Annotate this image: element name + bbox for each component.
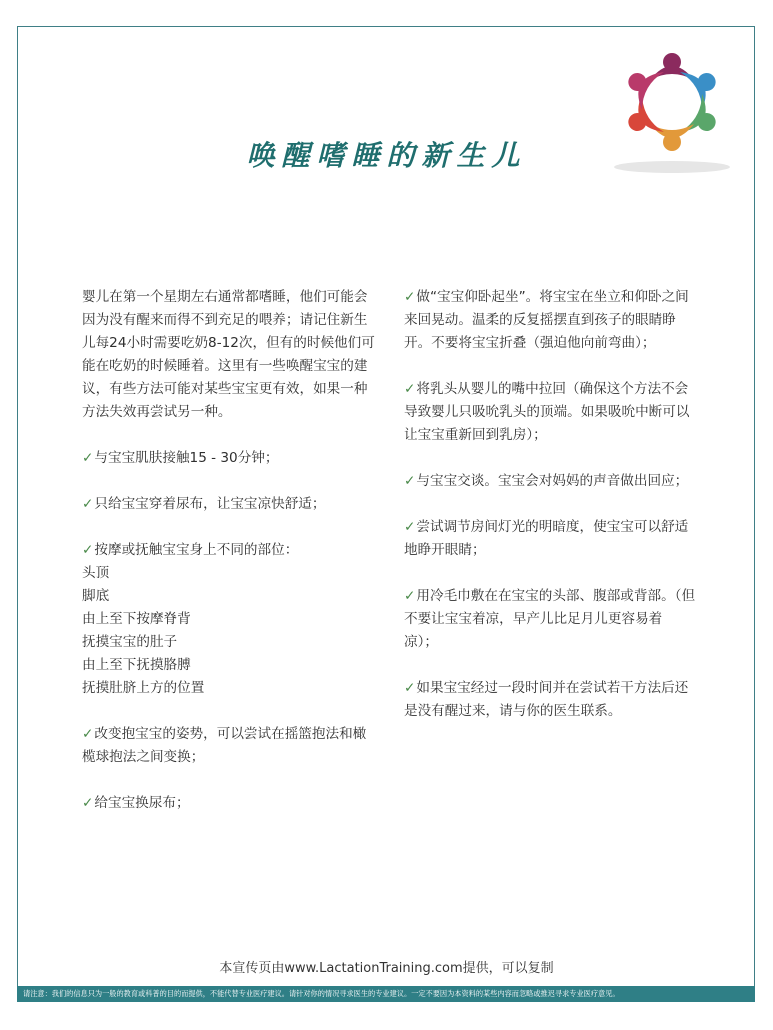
check-icon: ✓ [404, 519, 416, 535]
tip-item: ✓将乳头从婴儿的嘴中拉回（确保这个方法不会导致婴儿只吸吮乳头的顶端。如果吸吮中断可以让宝宝重新回到乳房）； [404, 381, 690, 443]
tip-item: ✓与宝宝交谈。宝宝会对妈妈的声音做出回应； [404, 473, 689, 489]
list-item: 由上至下抚摸胳膊 [82, 657, 191, 673]
list-item: 抚摸肚脐上方的位置 [82, 680, 205, 696]
list-item: 由上至下按摩脊背 [82, 611, 191, 627]
tip-item: ✓给宝宝换尿布； [82, 795, 190, 811]
check-icon: ✓ [404, 588, 416, 604]
check-icon: ✓ [404, 680, 416, 696]
check-icon: ✓ [82, 795, 94, 811]
list-item: 头顶 [82, 565, 110, 581]
list-item: 抚摸宝宝的肚子 [82, 634, 178, 650]
list-item: 脚底 [82, 588, 110, 604]
tip-item: ✓尝试调节房间灯光的明暗度，使宝宝可以舒适地睁开眼睛； [404, 519, 689, 558]
check-icon: ✓ [82, 496, 94, 512]
check-icon: ✓ [82, 450, 94, 466]
tip-item: ✓如果宝宝经过一段时间并在尝试若干方法后还是没有醒过来，请与你的医生联系。 [404, 680, 689, 719]
check-icon: ✓ [404, 473, 416, 489]
disclaimer-bar: 请注意：我们的信息只为一般的教育或科普的目的而提供，不能代替专业医疗建议。请针对你的情况寻求医生的专业建议。一定不要因为本资料的某些内容而忽略或推迟寻求专业医疗意见。 [17, 986, 755, 1002]
check-icon: ✓ [404, 289, 416, 305]
tip-item: ✓只给宝宝穿着尿布，让宝宝凉快舒适； [82, 496, 326, 512]
tip-item: ✓做“宝宝仰卧起坐”。将宝宝在坐立和仰卧之间来回晃动。温柔的反复摇摆直到孩子的眼睛睁开。不要将宝宝折叠（强迫他向前弯曲）； [404, 289, 689, 351]
intro-paragraph: 婴儿在第一个星期左右通常都嗜睡，他们可能会因为没有醒来而得不到充足的喂养；请记住新生儿每24小时需要吃奶8-12次，但有的时候他们可能在吃奶的时候睡着。这里有一些唤醒宝宝的建议，有些方法可能对某些宝宝更有效，如果一种方法失效再尝试另一种。 [82, 289, 375, 420]
check-icon: ✓ [82, 542, 94, 558]
tip-item: ✓按摩或抚触宝宝身上不同的部位： 头顶 脚底 由上至下按摩脊背 抚摸宝宝的肚子 由上至下抚摸胳膊 抚摸肚脐上方的位置 [82, 539, 378, 700]
check-icon: ✓ [404, 381, 416, 397]
check-icon: ✓ [82, 726, 94, 742]
tip-item: ✓用冷毛巾敷在在宝宝的头部、腹部或背部。（但不要让宝宝着凉，早产儿比足月儿更容易着凉）； [404, 588, 696, 650]
footer-credit: 本宣传页由www.LactationTraining.com提供，可以复制 [219, 961, 554, 976]
left-column [82, 286, 378, 815]
tip-item: ✓改变抱宝宝的姿势，可以尝试在摇篮抱法和橄榄球抱法之间变换； [82, 726, 367, 765]
right-column [404, 286, 696, 723]
tip-item: ✓与宝宝肌肤接触15 - 30分钟； [82, 450, 279, 466]
page-title: 唤醒嗜睡的新生儿 [246, 139, 527, 172]
